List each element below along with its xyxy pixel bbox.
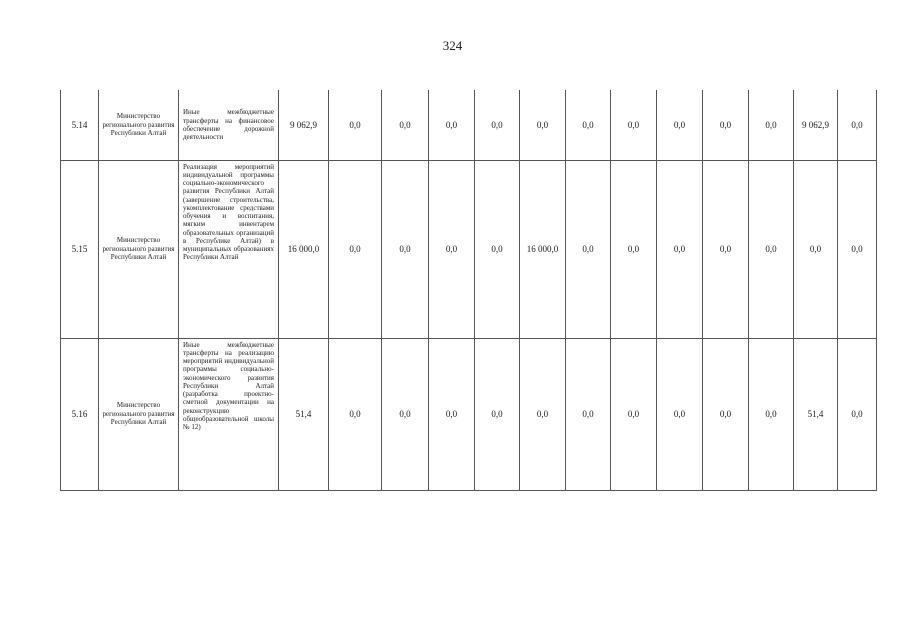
value-cell: 0,0	[429, 160, 475, 338]
value-cell: 0,0	[475, 90, 520, 160]
row-number-cell: 5.14	[61, 90, 99, 160]
value-cell: 0,0	[611, 160, 657, 338]
value-cell: 0,0	[703, 90, 749, 160]
value-cell: 16 000,0	[279, 160, 329, 338]
value-cell: 0,0	[838, 338, 877, 490]
value-cell: 0,0	[475, 160, 520, 338]
value-cell: 0,0	[382, 338, 429, 490]
value-cell: 0,0	[329, 160, 382, 338]
value-cell: 51,4	[279, 338, 329, 490]
value-cell: 51,4	[794, 338, 838, 490]
description-cell: Иные межбюджетные трансферты на финансовое обеспечение дорожной деятельности	[179, 90, 279, 160]
value-cell: 0,0	[657, 160, 703, 338]
organization-cell: Министерство регионального развития Республики Алтай	[99, 90, 179, 160]
row-number-cell: 5.15	[61, 160, 99, 338]
value-cell: 0,0	[611, 90, 657, 160]
table-row	[61, 160, 877, 338]
value-cell: 0,0	[703, 338, 749, 490]
value-cell: 0,0	[382, 90, 429, 160]
value-cell: 0,0	[566, 160, 611, 338]
value-cell: 0,0	[329, 338, 382, 490]
value-cell: 0,0	[749, 338, 794, 490]
organization-cell: Министерство регионального развития Республики Алтай	[99, 160, 179, 338]
value-cell: 0,0	[520, 338, 566, 490]
table-row	[61, 90, 877, 160]
value-cell: 0,0	[611, 338, 657, 490]
row-number-cell: 5.16	[61, 338, 99, 490]
value-cell: 16 000,0	[520, 160, 566, 338]
budget-table	[60, 90, 877, 491]
value-cell: 0,0	[838, 160, 877, 338]
value-cell: 0,0	[657, 90, 703, 160]
value-cell: 0,0	[657, 338, 703, 490]
description-cell: Реализация мероприятий индивидуальной программы социально-экономического развития Республики Алтай (завершение строительства, укомплектование средствами обучения и воспитания, мягким инвентарем образовательных организаций в Республике Алтай) в муниципальных образованиях Республики Алтай	[179, 160, 279, 338]
description-cell: Иные межбюджетные трансферты на реализацию мероприятий индивидуальной программы социально-экономического развития Республики Алтай (разработка проектно-сметной документации на реконструкцию общеобразовательной школы № 12)	[179, 338, 279, 490]
value-cell: 0,0	[382, 160, 429, 338]
value-cell: 0,0	[520, 90, 566, 160]
value-cell: 9 062,9	[279, 90, 329, 160]
value-cell: 0,0	[749, 90, 794, 160]
value-cell: 0,0	[475, 338, 520, 490]
value-cell: 0,0	[329, 90, 382, 160]
value-cell: 0,0	[429, 90, 475, 160]
page-number: 324	[442, 38, 463, 53]
value-cell: 0,0	[429, 338, 475, 490]
table-row	[61, 338, 877, 490]
value-cell: 0,0	[566, 90, 611, 160]
value-cell: 0,0	[703, 160, 749, 338]
value-cell: 0,0	[794, 160, 838, 338]
organization-cell: Министерство регионального развития Республики Алтай	[99, 338, 179, 490]
value-cell: 0,0	[749, 160, 794, 338]
value-cell: 9 062,9	[794, 90, 838, 160]
value-cell: 0,0	[838, 90, 877, 160]
value-cell: 0,0	[566, 338, 611, 490]
